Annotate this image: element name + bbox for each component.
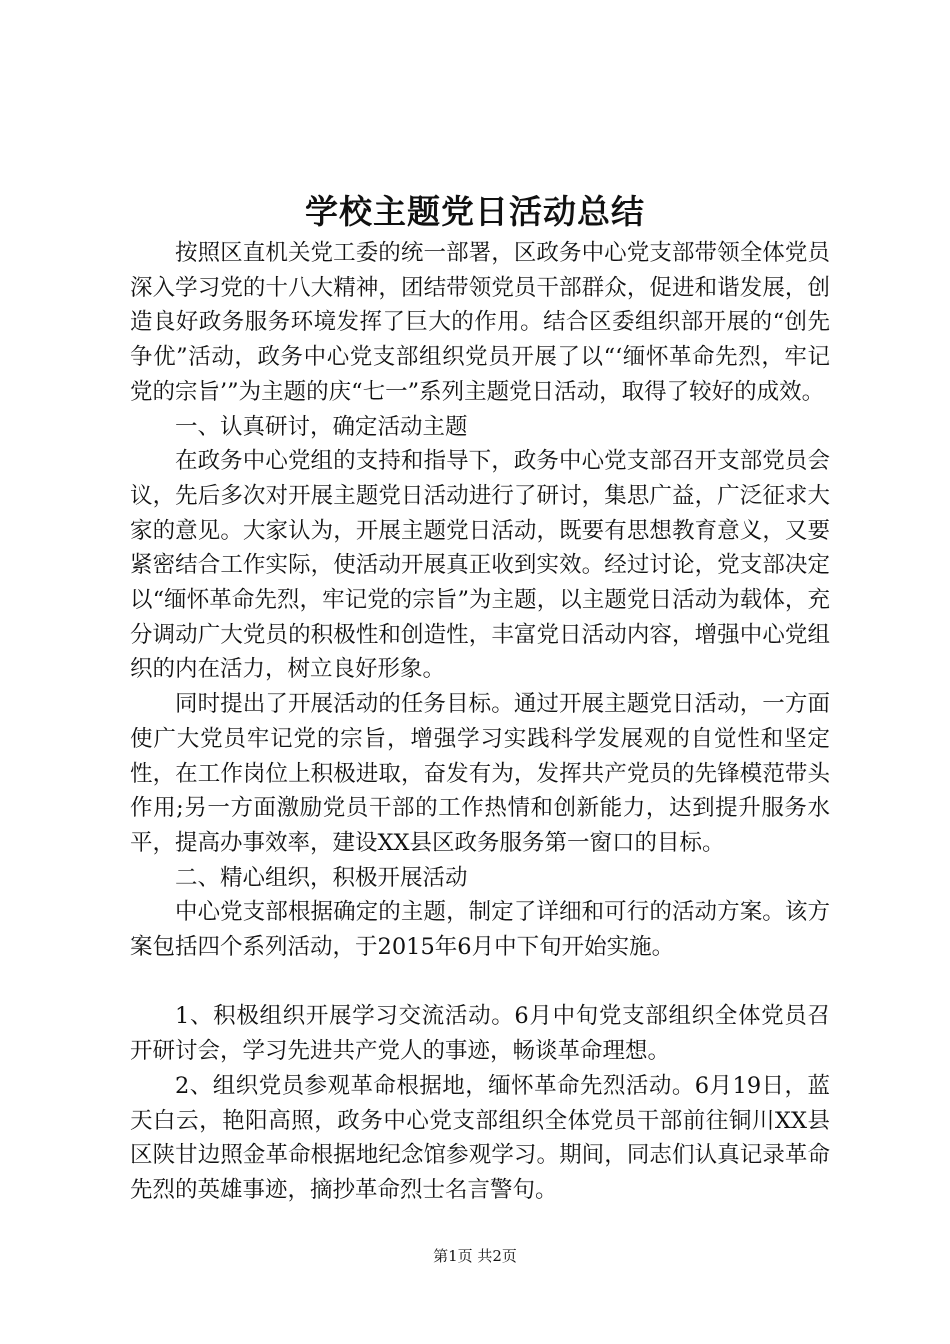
paragraph-goals: 同时提出了开展活动的任务目标。通过开展主题党日活动，一方面使广大党员牢记党的宗旨，增强学习实践科学发展观的自觉性和坚定性，在工作岗位上积极进取，奋发有为，发挥共产党员的先锋模范带头作用;另一方面激励党员干部的工作热情和创新能力，达到提升服务水平，提高办事效率，建设XX县区政务服务第一窗口的目标。	[130, 691, 830, 856]
paragraph-research: 在政务中心党组的支持和指导下，政务中心党支部召开支部党员会议，先后多次对开展主题党日活动进行了研讨，集思广益，广泛征求大家的意见。大家认为，开展主题党日活动，既要有思想教育意义，又要紧密结合工作实际，使活动开展真正收到实效。经过讨论，党支部决定以“缅怀革命先烈，牢记党的宗旨”为主题，以主题党日活动为载体，充分调动广大党员的积极性和创造性，丰富党日活动内容，增强中心党组织的内在活力，树立良好形象。	[130, 448, 830, 683]
section-heading-1: 一、认真研讨，确定活动主题	[175, 413, 468, 440]
section-heading-2: 二、精心组织，积极开展活动	[175, 864, 468, 891]
paragraph-plan: 中心党支部根据确定的主题，制定了详细和可行的活动方案。该方案包括四个系列活动，于2015年6月中下旬开始实施。	[130, 899, 830, 961]
list-item-2: 2、组织党员参观革命根据地，缅怀革命先烈活动。6月19日，蓝天白云，艳阳高照，政务中心党支部组织全体党员干部前往铜川XX县区陕甘边照金革命根据地纪念馆参观学习。期间，同志们认真记录革命先烈的英雄事迹，摘抄革命烈士名言警句。	[130, 1072, 830, 1203]
page-footer: 第1页 共2页	[433, 1247, 517, 1265]
document-body	[130, 236, 830, 1208]
document-title: 学校主题党日活动总结	[305, 192, 645, 231]
list-item-1: 1、积极组织开展学习交流活动。6月中旬党支部组织全体党员召开研讨会，学习先进共产党人的事迹，畅谈革命理想。	[130, 1003, 830, 1065]
paragraph-intro: 按照区直机关党工委的统一部署，区政务中心党支部带领全体党员深入学习党的十八大精神，团结带领党员干部群众，促进和谐发展，创造良好政务服务环境发挥了巨大的作用。结合区委组织部开展的“创先争优”活动，政务中心党支部组织党员开展了以“‘缅怀革命先烈，牢记党的宗旨’”为主题的庆“七一”系列主题党日活动，取得了较好的成效。	[130, 240, 830, 405]
